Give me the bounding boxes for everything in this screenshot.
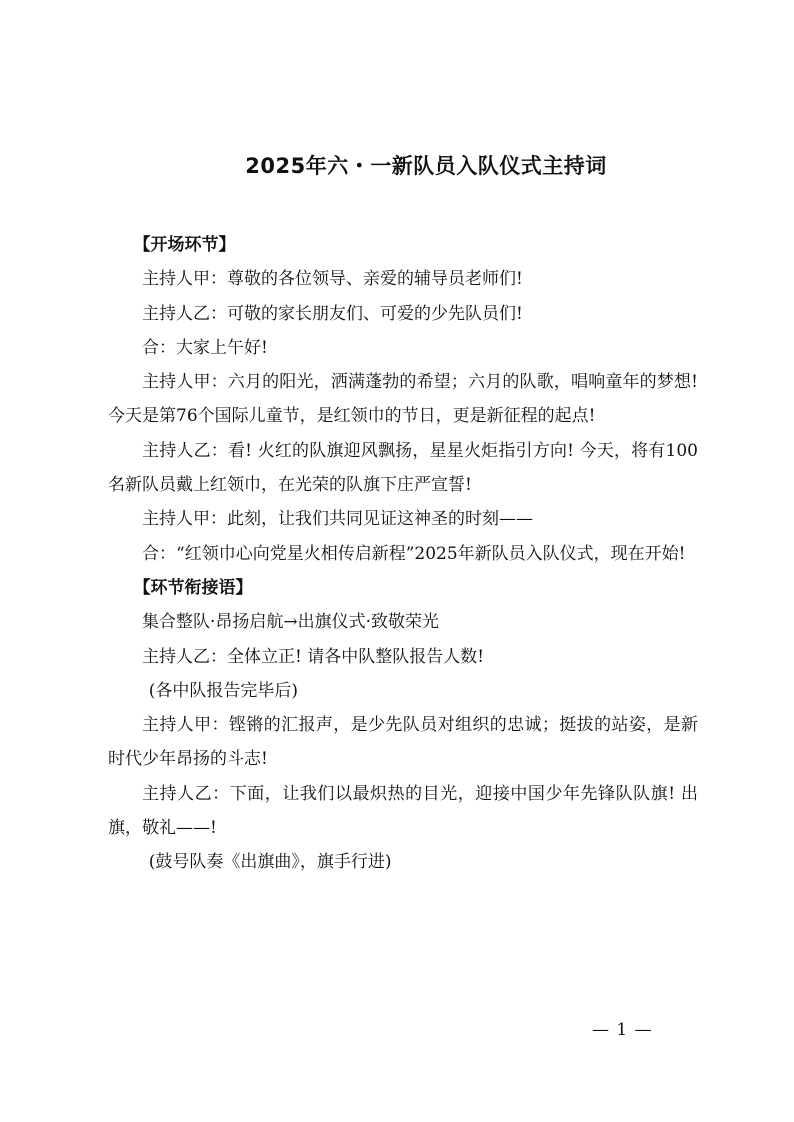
paragraph: 主持人乙：下面，让我们以最炽热的目光，迎接中国少年先锋队队旗! 出旗，敬礼——! [108,783,698,839]
section-heading-opening: 【开场环节】 [133,235,236,255]
paragraph: 主持人乙：全体立正! 请各中队整队报告人数! [142,646,485,667]
paragraph: 主持人甲：尊敬的各位领导、亲爱的辅导员老师们! [142,269,523,290]
paragraph: 主持人甲：此刻，让我们共同见证这神圣的时刻—— [142,509,533,530]
page-number: — 1 — [592,1020,653,1040]
section-heading-transition: 【环节衔接语】 [133,577,253,598]
paragraph: 合：大家上午好! [142,337,268,358]
stage-direction: (各中队报告完毕后) [148,680,299,701]
paragraph: 主持人甲：六月的阳光，洒满蓬勃的希望；六月的队歌，唱响童年的梦想! 今天是第76个国际儿童节，是红领巾的节日，更是新征程的起点! [108,372,698,427]
document-title: 2025年六・一新队员入队仪式主持词 [245,154,607,178]
paragraph: 合：“红领巾心向党星火相传启新程”2025年新队员入队仪式，现在开始! [142,543,686,564]
paragraph: 主持人乙：可敬的家长朋友们、可爱的少先队员们! [142,303,523,324]
paragraph: 集合整队·昂扬启航→出旗仪式·致敬荣光 [142,612,440,633]
paragraph: 主持人乙：看! 火红的队旗迎风飘扬，星星火炬指引方向! 今天，将有100名新队员戴上红领巾，在光荣的队旗下庄严宣誓! [108,440,698,496]
document-body [108,228,698,880]
stage-direction: (鼓号队奏《出旗曲》，旗手行进) [148,852,392,873]
paragraph: 主持人甲：铿锵的汇报声，是少先队员对组织的忠诚；挺拔的站姿，是新时代少年昂扬的斗志! [108,715,698,770]
